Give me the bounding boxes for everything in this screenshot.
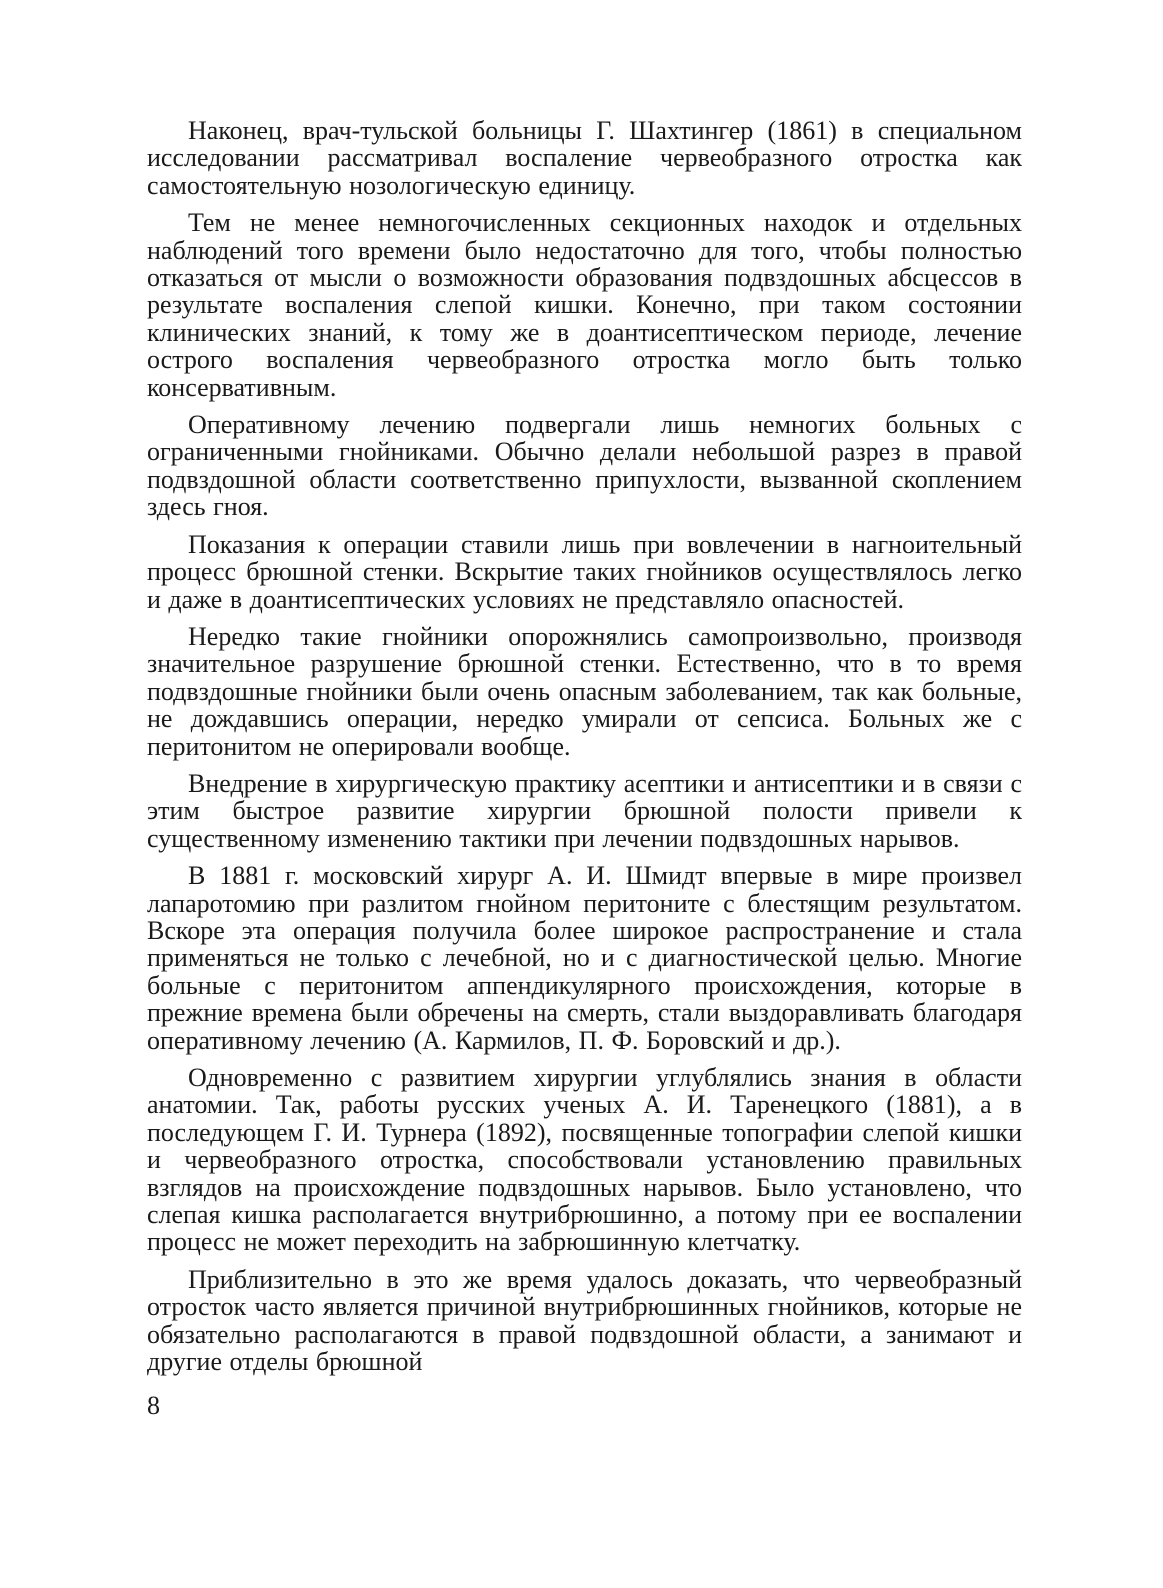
paragraph-9: Приблизительно в это же время удалось доказать, что червеобразный отросток часто является причиной внутрибрюшинных гнойников, которые не обязательно располагаются в правой подвздошной области, а занимают и другие отделы брюшной (147, 1264, 1022, 1377)
page-number: 8 (147, 1391, 160, 1420)
paragraph-1: Наконец, врач-тульской больницы Г. Шахтингер (1861) в специальном исследовании рассматривал воспаление червеобразного отростка как самостоятельную нозологическую единицу. (147, 116, 1022, 200)
paragraph-8: Одновременно с развитием хирургии углублялись знания в области анатомии. Так, работы русских ученых А. И. Таренецкого (1881), а в последующем Г. И. Турнера (1892), посвященные топографии слепой кишки и червеобразного отростка, способствовали установлению правильных взглядов на происхождение подвздошных нарывов. Было установлено, что слепая кишка располагается внутрибрюшинно, а потому при ее воспалении процесс не может переходить на забрюшинную клетчатку. (147, 1063, 1022, 1257)
paragraph-6: Внедрение в хирургическую практику асептики и антисептики и в связи с этим быстрое развитие хирургии брюшной полости привели к существенному изменению тактики при лечении подвздошных нарывов. (147, 768, 1022, 853)
paragraph-7: В 1881 г. московский хирург А. И. Шмидт впервые в мире произвел лапаротомию при разлитом гнойном перитоните с блестящим результатом. Вскоре эта операция получила более широкое распространение и стала применяться не только с лечебной, но и с диагностической целью. Многие больные с перитонитом аппендикулярного происхождения, которые в прежние времена были обречены на смерть, стали выздоравливать благодаря оперативному лечению (А. Кармилов, П. Ф. Боровский и др.). (147, 861, 1022, 1055)
paragraph-2: Тем не менее немногочисленных секционных находок и отдельных наблюдений того времени было недостаточно для того, чтобы полностью отказаться от мысли о возможности образования подвздошных абсцессов в результате воспаления слепой кишки. Конечно, при таком состоянии клинических знаний, к тому же в доантисептическом периоде, лечение острого воспаления червеобразного отростка могло быть только консервативным. (147, 208, 1022, 402)
paragraph-5: Нередко такие гнойники опорожнялись самопроизвольно, производя значительное разрушение брюшной стенки. Естественно, что в то время подвздошные гнойники были очень опасным заболеванием, так как больные, не дождавшись операции, нередко умирали от сепсиса. Больных же с перитонитом не оперировали вообще. (147, 621, 1022, 761)
page-text-block (147, 117, 1022, 1385)
paragraph-4: Показания к операции ставили лишь при вовлечении в нагноительный процесс брюшной стенки. Вскрытие таких гнойников осуществлялось легко и даже в доантисептических условиях не представляло опасностей. (147, 529, 1022, 614)
paragraph-3: Оперативному лечению подвергали лишь немногих больных с ограниченными гнойниками. Обычно делали небольшой разрез в правой подвздошной области соответственно припухлости, вызванной скоплением здесь гноя. (147, 410, 1022, 522)
